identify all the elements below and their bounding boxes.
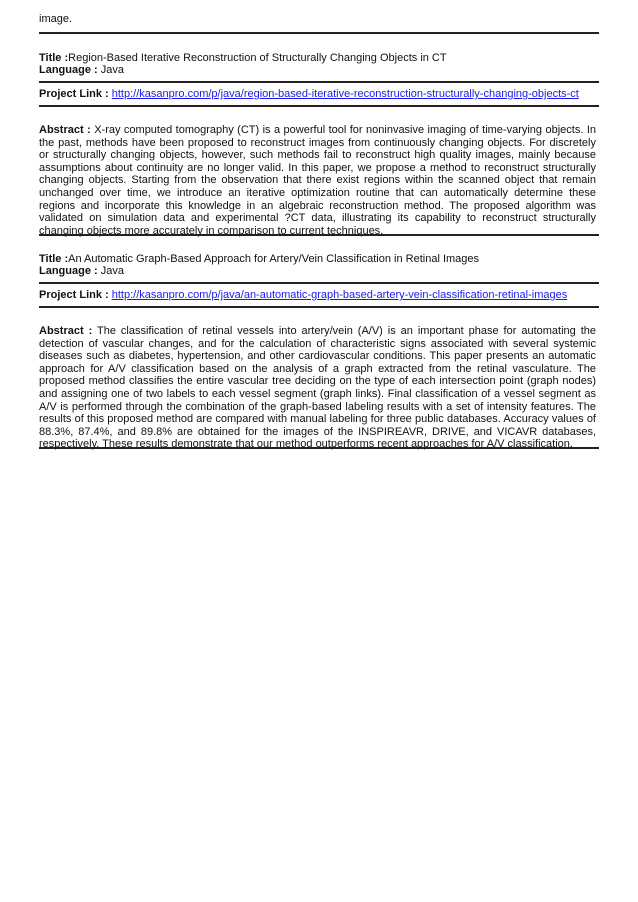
continuation-text: image. [39, 13, 73, 25]
entry-title-line [39, 52, 599, 65]
title-label: Title : [39, 52, 69, 64]
abstract-paragraph [39, 325, 596, 451]
entry-language: Java [100, 265, 124, 277]
abstract-text: The classification of retinal vessels into artery/vein (A/V) is an important phase for automating the detection of vascular changes, and for the calculation of characteristic signs associated with several systemic diseases such as diabetes, hypertension, and other cardiovascular conditions. This paper presents an automatic approach for A/V classification based on the analysis of a graph extracted from the retinal vasculature. The proposed method classifies the entire vascular tree deciding on the type of each intersection point (graph nodes) and assigning one of two labels to each vessel segment (graph links). Final classification of a vessel segment as A/V is performed through the combination of the graph-based labeling results with a set of intensity features. The results of this proposed method are compared with manual labeling for three public databases. Accuracy values of 88.3%, 87.4%, and 89.8% are obtained for the images of the INSPIREAVR, DRIVE, and VICAVR databases, respectively. These results demonstrate that our method outperforms recent approaches for A/V classification. [39, 325, 596, 451]
project-link-label: Project Link : [39, 88, 109, 100]
abstract-text: X-ray computed tomography (CT) is a powerful tool for noninvasive imaging of time-varying objects. In the past, methods have been proposed to reconstruct images from continuously changing objects. For discretely or structurally changing objects, however, such methods fail to reconstruct high quality images, mainly because assumptions about continuity are no longer valid. In this paper, we propose a method to reconstruct structurally changing objects. Starting from the observation that there exist regions within the scanned object that remain unchanged over time, we introduce an iterative optimization routine that can automatically determine these regions and incorporate this knowledge in an algebraic reconstruction method. The proposed algorithm was validated on simulation data and experimental ?CT data, illustrating its capability to reconstruct structurally changing objects more accurately in comparison to current techniques. [39, 124, 596, 237]
project-link[interactable]: http://kasanpro.com/p/java/an-automatic-graph-based-artery-vein-classification-retinal-images [111, 289, 568, 301]
language-label: Language : [39, 265, 98, 277]
entry-language-line [39, 64, 599, 77]
entry-title: An Automatic Graph-Based Approach for Artery/Vein Classification in Retinal Images [68, 253, 480, 265]
entry-title: Region-Based Iterative Reconstruction of Structurally Changing Objects in CT [68, 52, 447, 64]
divider [39, 81, 599, 83]
entry-title-line [39, 253, 599, 266]
project-link-label: Project Link : [39, 289, 109, 301]
abstract-label: Abstract : [39, 124, 91, 136]
divider [39, 32, 599, 34]
divider [39, 306, 599, 308]
abstract-label: Abstract : [39, 325, 93, 337]
divider [39, 447, 599, 449]
title-label: Title : [39, 253, 69, 265]
project-link[interactable]: http://kasanpro.com/p/java/region-based-iterative-reconstruction-structurally-changing-objects-ct [111, 88, 579, 100]
divider [39, 282, 599, 284]
language-label: Language : [39, 64, 98, 76]
divider [39, 234, 599, 236]
entry-language-line [39, 265, 599, 278]
abstract-paragraph [39, 124, 596, 237]
project-link-line [39, 289, 599, 302]
project-link-line [39, 88, 599, 101]
entry-language: Java [100, 64, 124, 76]
divider [39, 105, 599, 107]
